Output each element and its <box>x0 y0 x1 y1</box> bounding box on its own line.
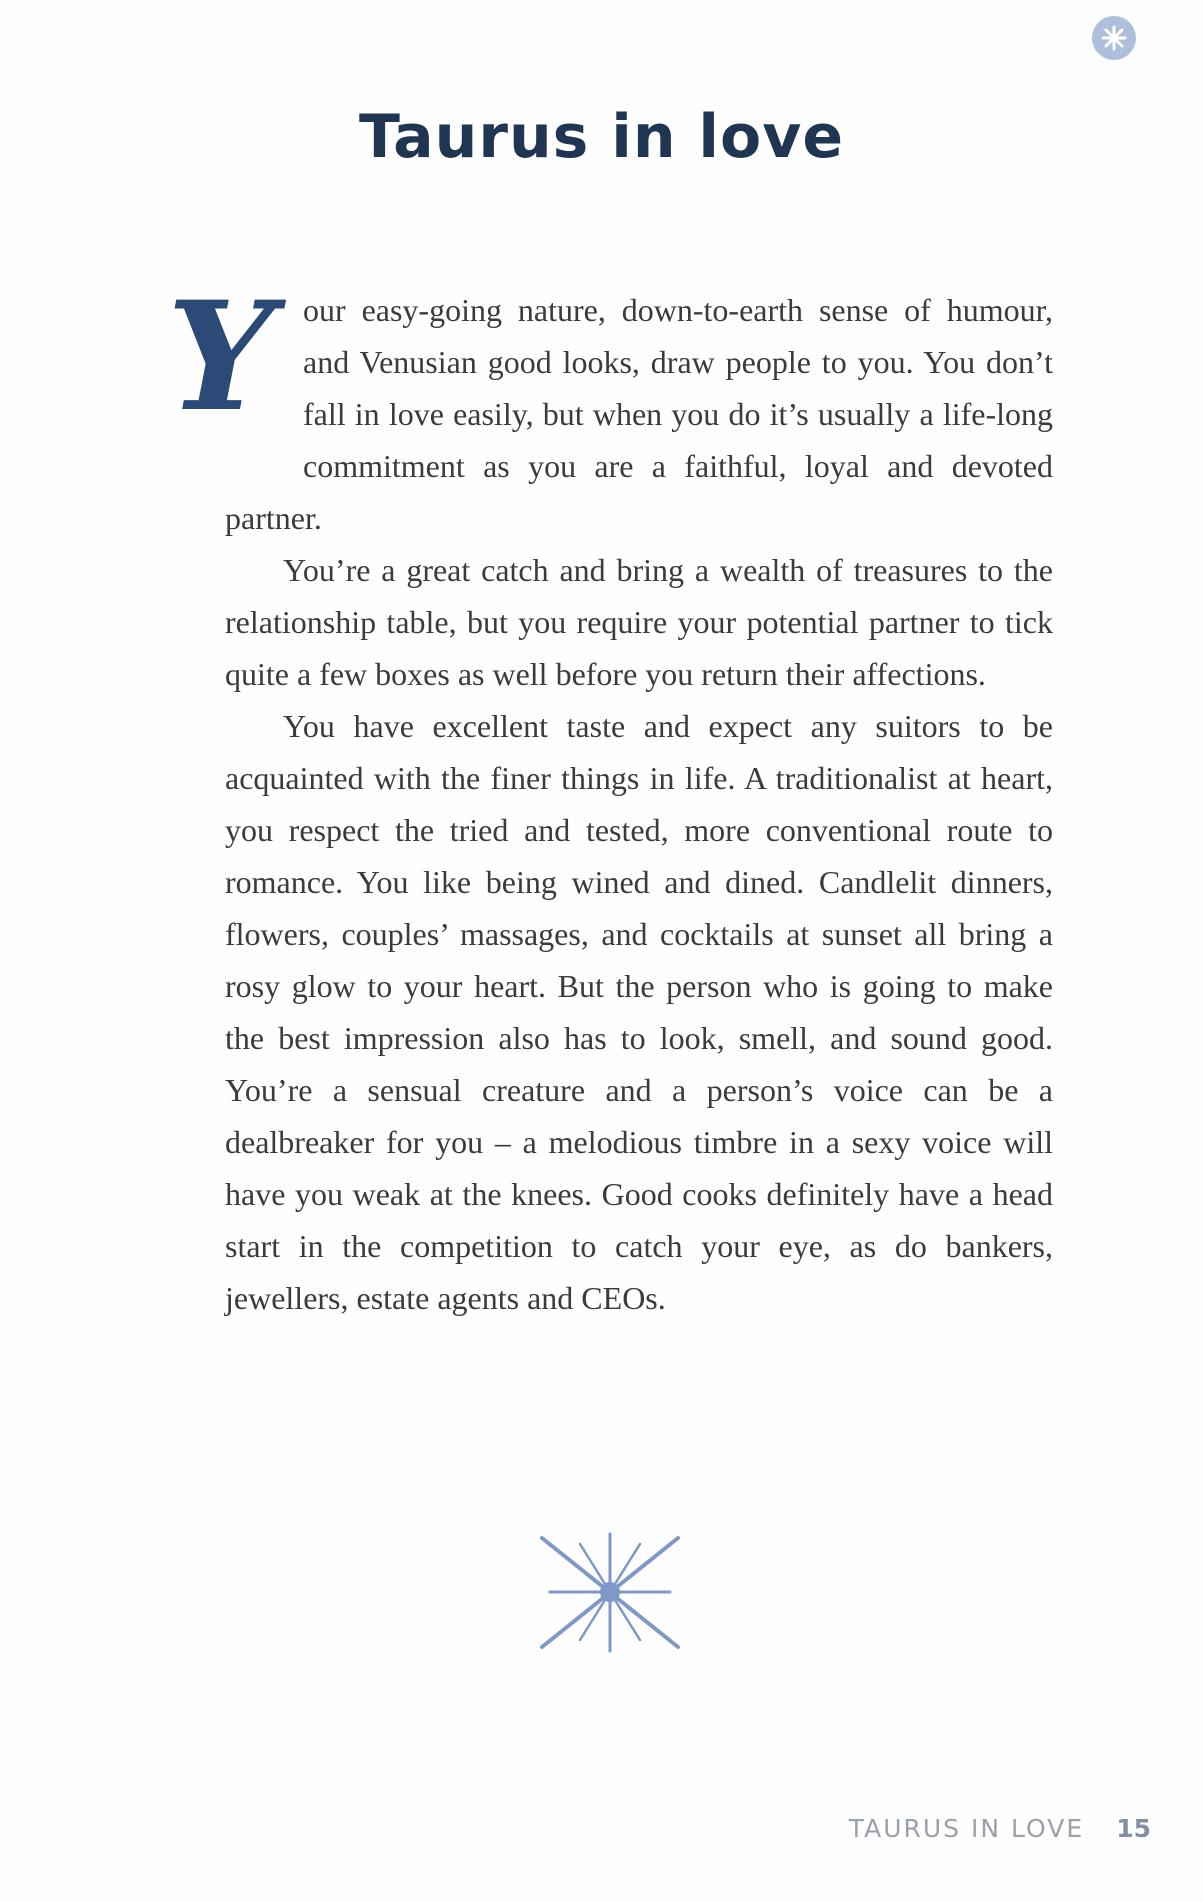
running-footer-title: TAURUS IN LOVE <box>848 1814 1085 1843</box>
dropcap-letter: Y <box>167 269 275 445</box>
paragraph: You have excellent taste and expect any suitors to be acquainted with the finer things in life. A traditionalist at heart, you respect the tried and tested, more conventional route to romance. You like being wined and dined. Candlelit dinners, flowers, couples’ massages, and cocktails at sunset all bring a rosy glow to your heart. But the person who is going to make the best impression also has to look, smell, and sound good. You’re a sensual creature and a person’s voice can be a dealbreaker for you – a melodious timbre in a sexy voice will have you weak at the knees. Good cooks definitely have a head start in the competition to catch your eye, as do bankers, jewellers, estate agents and CEOs. <box>225 708 1053 1316</box>
page-title: Taurus in love <box>358 102 845 172</box>
asterisk-badge-icon <box>1092 16 1136 60</box>
page-footer <box>849 1814 1151 1843</box>
paragraph <box>167 269 1053 544</box>
page-number: 15 <box>1116 1814 1151 1843</box>
star-burst-icon <box>540 1530 680 1655</box>
paragraph-text: our easy-going nature, down-to-earth sense of humour, and Venusian good looks, draw people to you. You don’t fall in love easily, but when you do it’s usually a life-long commitment as you are a faithful, loyal and devoted partner. <box>225 292 1053 536</box>
paragraph: You’re a great catch and bring a wealth of treasures to the relationship table, but you require your potential partner to tick quite a few boxes as well before you return their affections. <box>225 552 1053 692</box>
body-text <box>167 269 1053 1324</box>
